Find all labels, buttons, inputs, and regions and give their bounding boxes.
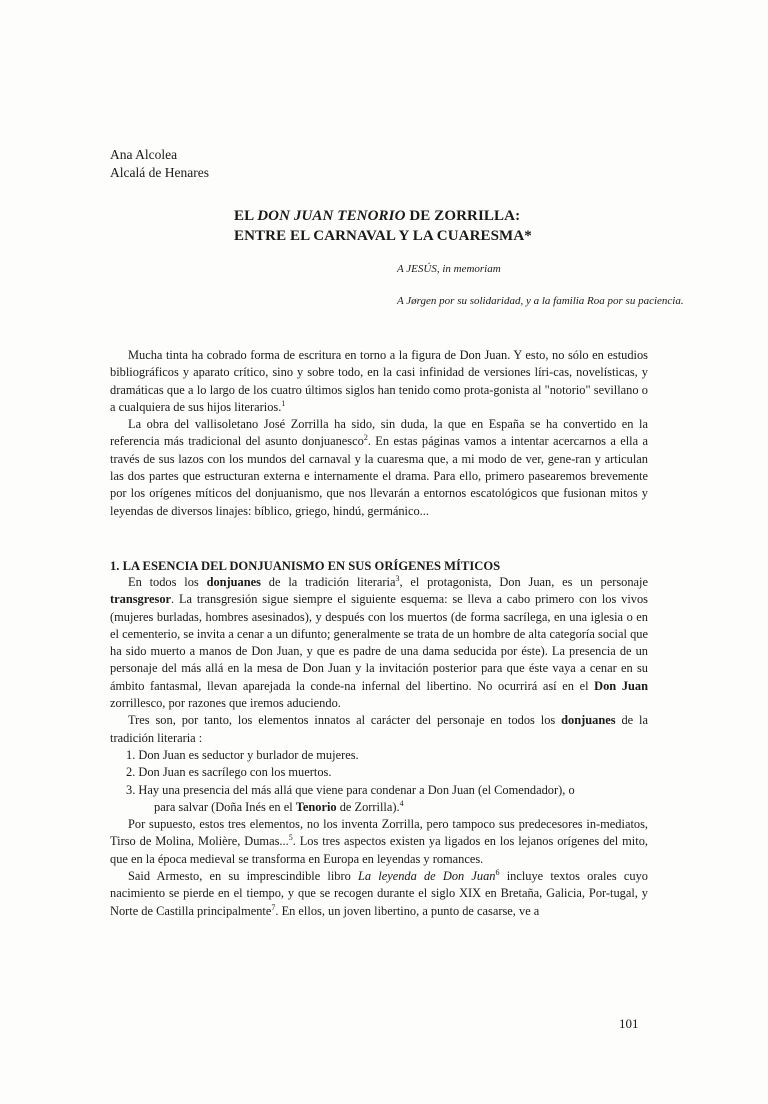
elements-list — [110, 747, 648, 816]
dedication-second: A Jørgen por su solidaridad, y a la familia Roa por su paciencia. — [397, 295, 684, 307]
section-1-body — [110, 574, 648, 920]
footnote-ref: 4 — [399, 798, 404, 808]
footnote-ref: 2 — [363, 433, 368, 443]
article-title — [234, 206, 532, 246]
paragraph: Por supuesto, estos tres elementos, no los inventa Zorrilla, pero tampoco sus predecesores in-mediatos, Tirso de Molina, Molière, Dumas...$^5$. Los tres aspectos existen ya ligados en los lejanos orígenes del mito, que en la época medieval se transforma en Europa en leyendas y romances. — [110, 817, 648, 866]
footnote-ref: 1 — [281, 398, 286, 408]
intro-section — [110, 347, 648, 520]
title-line-1: EL DON JUAN TENORIO DE ZORRILLA: — [234, 208, 521, 224]
section-heading: 1. LA ESENCIA DEL DONJUANISMO EN SUS ORÍGENES MÍTICOS — [110, 559, 501, 573]
paragraph: La obra del vallisoletano José Zorrilla ha sido, sin duda, la que en España se ha convertido en la referencia más tradicional del asunto donjuanesco$^2$. En estas páginas vamos a intentar acercarnos a ella a través de sus lazos con los mundos del carnaval y la cuaresma que, a mi modo de ver, gene-ran y articulan las dos partes que estructuran externa e internamente el drama. Para ello, primero pasearemos brevemente por los orígenes míticos del donjuanismo, que nos llevarán a entornos escatológicos que fusionan mitos y leyendas de diversos linajes: bíblico, griego, hindú, germánico... — [110, 417, 648, 518]
author-name: Ana Alcolea — [110, 147, 178, 162]
author-block — [110, 146, 209, 182]
paragraph: Tres son, por tanto, los elementos innatos al carácter del personaje en todos los donjuanes de la tradición literaria : — [110, 713, 648, 745]
footnote-ref: 5 — [288, 833, 293, 843]
title-italic-work: DON JUAN TENORIO — [257, 208, 406, 224]
title-line-2: ENTRE EL CARNAVAL Y LA CUARESMA* — [234, 228, 532, 244]
author-affiliation: Alcalá de Henares — [110, 165, 209, 180]
page-number: 101 — [619, 1016, 639, 1031]
footnote-ref: 6 — [495, 867, 500, 877]
paragraph: Said Armesto, en su imprescindible libro La leyenda de Don Juan$^6$ incluye textos orales cuyo nacimiento se pierde en el tiempo, y que se recogen durante el siglo XIX en Bretaña, Galicia, Por-tugal, y Norte de Castilla principalmente$^7$. En ellos, un joven libertino, a punto de casarse, ve a — [110, 867, 648, 918]
footnote-ref: 3 — [395, 573, 400, 583]
list-item: 3. Hay una presencia del más allá que viene para condenar a Don Juan (el Comendador), o para salvar (Doña Inés en el Tenorio de Zorrilla).$^4$ — [126, 782, 575, 814]
dedication-first: A JESÚS, in memoriam — [397, 263, 501, 275]
paragraph: En todos los donjuanes de la tradición literaria$^3$, el protagonista, Don Juan, es un personaje transgresor. La transgresión sigue siempre el siguiente esquema: se lleva a cabo primero con los vivos (mujeres burladas, hombres asesinados), y después con los muertos (de forma sacrílega, en una iglesia o en el cementerio, se invita a cenar a un difunto; generalmente se trata de un hombre de alta categoría social que ha sido muerto a manos de Don Juan, y que es padre de una dama seducida por éste). La presencia de un personaje del más allá en la mesa de Don Juan y la invitación posterior para que éste vaya a cenar en su ámbito fantasmal, llevan aparejada la conde-na infernal del libertino. No ocurrirá así en el Don Juan zorrillesco, por razones que iremos aduciendo. — [110, 573, 648, 711]
footnote-ref: 7 — [271, 902, 276, 912]
paragraph: Mucha tinta ha cobrado forma de escritura en torno a la figura de Don Juan. Y esto, no sólo en estudios bibliográficos y aparato crítico, sino y sobre todo, en la casi infinidad de versiones líri-cas, novelísticas, y dramáticas que a lo largo de los cuatro últimos siglos han tenido como prota-gonista al "notorio" sevillano o a cualquiera de sus hijos literarios.$^1$ — [110, 348, 648, 414]
list-item: 2. Don Juan es sacrílego con los muertos. — [126, 765, 332, 780]
list-item: 1. Don Juan es seductor y burlador de mujeres. — [126, 747, 359, 762]
